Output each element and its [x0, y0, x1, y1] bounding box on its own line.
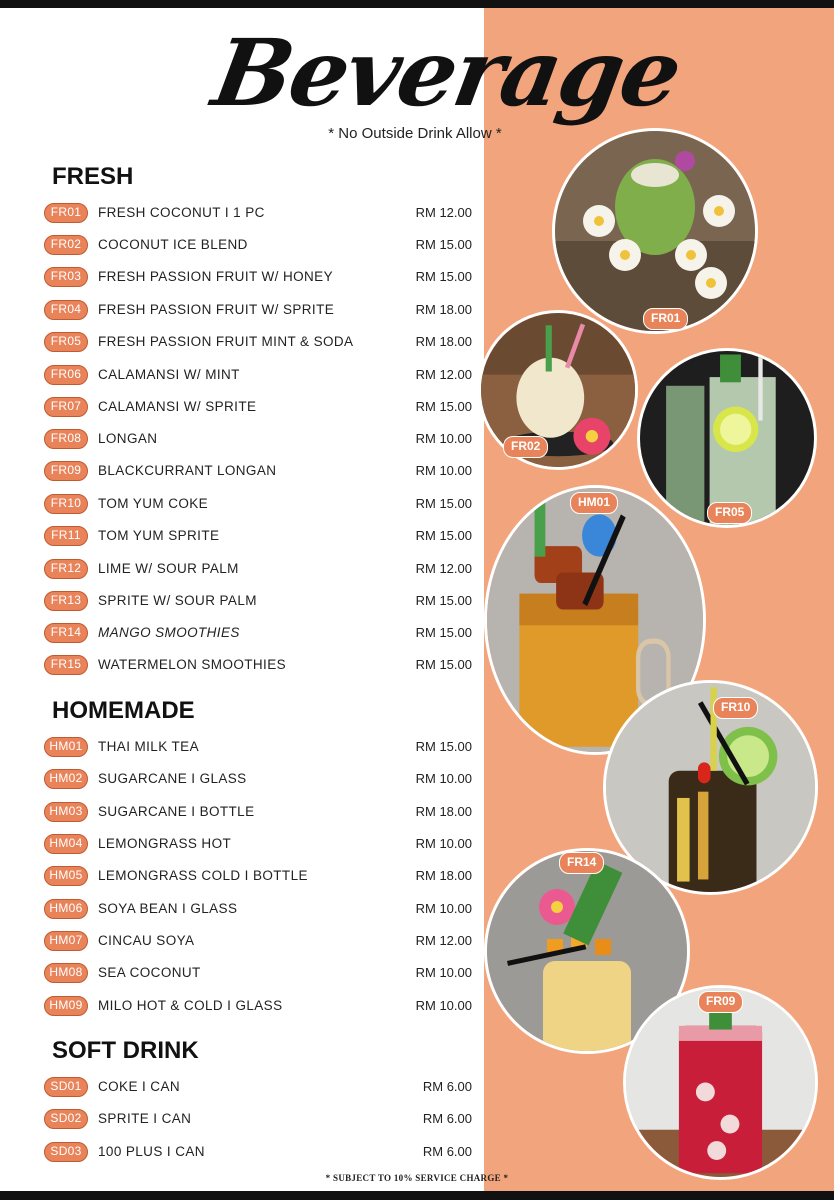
item-name: LONGAN	[98, 431, 158, 446]
item-code-badge: SD03	[44, 1142, 88, 1162]
item-code-badge: HM05	[44, 866, 88, 886]
menu-item	[44, 589, 474, 613]
item-price: RM 15.00	[415, 528, 472, 543]
item-name: CINCAU SOYA	[98, 933, 195, 948]
item-price: RM 10.00	[415, 836, 472, 851]
item-code-badge: SD02	[44, 1109, 88, 1129]
menu-item	[44, 201, 474, 225]
item-code-badge: FR15	[44, 655, 88, 675]
item-price: RM 12.00	[415, 367, 472, 382]
item-code-badge: FR11	[44, 526, 88, 546]
item-price: RM 15.00	[415, 237, 472, 252]
item-name: CALAMANSI W/ SPRITE	[98, 399, 257, 414]
item-code-badge: FR08	[44, 429, 88, 449]
menu-item	[44, 233, 474, 257]
item-name: MILO HOT & COLD I GLASS	[98, 998, 283, 1013]
item-code-badge: HM06	[44, 899, 88, 919]
menu-item	[44, 330, 474, 354]
item-name: COCONUT ICE BLEND	[98, 237, 248, 252]
item-price: RM 18.00	[415, 302, 472, 317]
item-code-badge: HM04	[44, 834, 88, 854]
item-price: RM 12.00	[415, 933, 472, 948]
photo-label: FR10	[713, 697, 758, 719]
service-charge-note: * SUBJECT TO 10% SERVICE CHARGE *	[325, 1173, 509, 1183]
item-price: RM 18.00	[415, 804, 472, 819]
item-name: LEMONGRASS COLD I BOTTLE	[98, 868, 308, 883]
top-border	[0, 0, 834, 8]
item-code-badge: HM09	[44, 996, 88, 1016]
item-code-badge: FR01	[44, 203, 88, 223]
item-price: RM 10.00	[415, 998, 472, 1013]
menu-item	[44, 427, 474, 451]
item-name: SPRITE I CAN	[98, 1111, 192, 1126]
photo-label: FR14	[559, 852, 604, 874]
item-code-badge: HM02	[44, 769, 88, 789]
item-price: RM 15.00	[415, 739, 472, 754]
item-code-badge: FR02	[44, 235, 88, 255]
menu-item	[44, 621, 474, 645]
item-code-badge: FR12	[44, 559, 88, 579]
blackcurrant-longan-photo	[623, 985, 818, 1180]
photo-label: FR05	[707, 502, 752, 524]
menu-title: Beverage	[205, 19, 688, 127]
item-name: FRESH PASSION FRUIT W/ HONEY	[98, 269, 333, 284]
section-heading-soft-drink: SOFT DRINK	[52, 1037, 199, 1064]
item-code-badge: FR10	[44, 494, 88, 514]
menu-item	[44, 1075, 474, 1099]
passion-fruit-mint-soda-photo	[637, 348, 817, 528]
menu-item	[44, 767, 474, 791]
item-code-badge: HM03	[44, 802, 88, 822]
item-name: SPRITE W/ SOUR PALM	[98, 593, 257, 608]
menu-item	[44, 897, 474, 921]
photo-label: FR09	[698, 991, 743, 1013]
item-code-badge: FR04	[44, 300, 88, 320]
item-code-badge: HM07	[44, 931, 88, 951]
item-price: RM 10.00	[415, 771, 472, 786]
menu-item	[44, 459, 474, 483]
item-price: RM 12.00	[415, 205, 472, 220]
menu-item	[44, 557, 474, 581]
item-price: RM 12.00	[415, 561, 472, 576]
photo-label: FR01	[643, 308, 688, 330]
item-name: FRESH PASSION FRUIT MINT & SODA	[98, 334, 354, 349]
item-price: RM 10.00	[415, 965, 472, 980]
item-code-badge: HM08	[44, 963, 88, 983]
item-name: COKE I CAN	[98, 1079, 181, 1094]
menu-item	[44, 363, 474, 387]
item-price: RM 6.00	[422, 1111, 472, 1126]
section-heading-homemade: HOMEMADE	[52, 697, 195, 724]
menu-item	[44, 1140, 474, 1164]
menu-item	[44, 735, 474, 759]
item-name: SUGARCANE I BOTTLE	[98, 804, 255, 819]
coconut-drink-photo	[552, 128, 758, 334]
menu-item	[44, 1107, 474, 1131]
item-code-badge: FR03	[44, 267, 88, 287]
menu-item	[44, 265, 474, 289]
item-name: SUGARCANE I GLASS	[98, 771, 247, 786]
item-code-badge: FR06	[44, 365, 88, 385]
item-name: TOM YUM SPRITE	[98, 528, 220, 543]
menu-item	[44, 524, 474, 548]
section-heading-fresh: FRESH	[52, 163, 134, 190]
item-code-badge: FR07	[44, 397, 88, 417]
menu-item	[44, 653, 474, 677]
item-price: RM 15.00	[415, 657, 472, 672]
item-name: 100 PLUS I CAN	[98, 1144, 205, 1159]
item-name: LEMONGRASS HOT	[98, 836, 232, 851]
menu-item	[44, 395, 474, 419]
coconut-ice-blend-photo	[478, 310, 638, 470]
item-code-badge: FR09	[44, 461, 88, 481]
item-name: CALAMANSI W/ MINT	[98, 367, 240, 382]
item-price: RM 10.00	[415, 901, 472, 916]
menu-item	[44, 800, 474, 824]
item-price: RM 10.00	[415, 431, 472, 446]
item-name: FRESH COCONUT I 1 PC	[98, 205, 265, 220]
item-price: RM 10.00	[415, 463, 472, 478]
menu-item	[44, 298, 474, 322]
menu-item	[44, 961, 474, 985]
item-name: BLACKCURRANT LONGAN	[98, 463, 277, 478]
item-name: FRESH PASSION FRUIT W/ SPRITE	[98, 302, 335, 317]
menu-subtitle: * No Outside Drink Allow *	[328, 125, 502, 142]
menu-item	[44, 929, 474, 953]
item-code-badge: HM01	[44, 737, 88, 757]
item-code-badge: FR05	[44, 332, 88, 352]
item-price: RM 15.00	[415, 625, 472, 640]
item-name: SOYA BEAN I GLASS	[98, 901, 238, 916]
bottom-border	[0, 1191, 834, 1200]
item-name: LIME W/ SOUR PALM	[98, 561, 239, 576]
menu-item	[44, 864, 474, 888]
menu-item	[44, 492, 474, 516]
item-price: RM 15.00	[415, 496, 472, 511]
photo-label: HM01	[570, 492, 618, 514]
photo-label: FR02	[503, 436, 548, 458]
item-price: RM 18.00	[415, 868, 472, 883]
item-name: SEA COCONUT	[98, 965, 201, 980]
item-price: RM 6.00	[422, 1079, 472, 1094]
item-code-badge: FR14	[44, 623, 88, 643]
item-price: RM 15.00	[415, 399, 472, 414]
menu-item	[44, 832, 474, 856]
item-name: THAI MILK TEA	[98, 739, 199, 754]
item-price: RM 15.00	[415, 593, 472, 608]
item-price: RM 15.00	[415, 269, 472, 284]
item-name: MANGO SMOOTHIES	[98, 625, 240, 640]
item-name: TOM YUM COKE	[98, 496, 209, 511]
item-price: RM 6.00	[422, 1144, 472, 1159]
menu-item	[44, 994, 474, 1018]
item-price: RM 18.00	[415, 334, 472, 349]
item-code-badge: FR13	[44, 591, 88, 611]
item-name: WATERMELON SMOOTHIES	[98, 657, 287, 672]
item-code-badge: SD01	[44, 1077, 88, 1097]
